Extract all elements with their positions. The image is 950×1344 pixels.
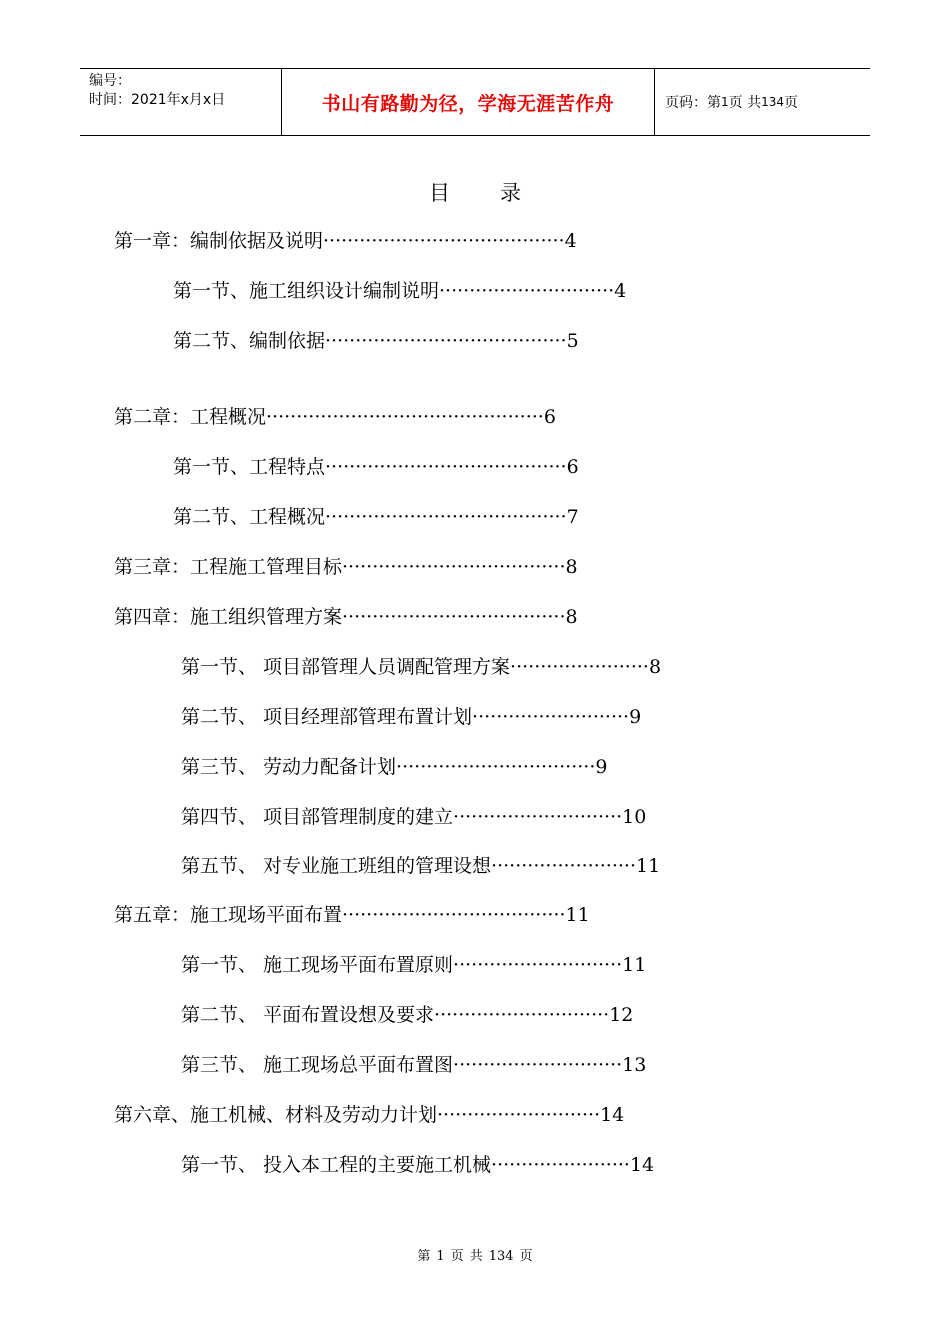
- footer-total-pages: 134: [488, 1249, 514, 1264]
- toc-entry-text: 第四章：施工组织管理方案: [114, 606, 343, 628]
- toc-leader-dots: ·····································: [342, 904, 566, 926]
- toc-leader-dots: ·······················: [491, 1154, 630, 1176]
- toc-leader-dots: ···························: [437, 1104, 601, 1126]
- toc-entry-page: 9: [595, 756, 608, 778]
- toc-entry-text: 第一节、施工组织设计编制说明: [173, 280, 440, 302]
- toc-entry[interactable]: [114, 902, 590, 928]
- toc-entry[interactable]: [181, 704, 641, 730]
- toc-entry-page: 4: [564, 230, 577, 252]
- toc-entry-text: 第二节、 项目经理部管理布置计划: [181, 706, 473, 728]
- toc-leader-dots: ·····························: [439, 280, 615, 302]
- header-motto: 书山有路勤为径，学海无涯苦作舟: [282, 69, 655, 135]
- toc-entry-text: 第一节、工程特点: [173, 456, 326, 478]
- toc-entry-page: 7: [566, 506, 579, 528]
- toc-entry[interactable]: [114, 604, 578, 630]
- toc-entry[interactable]: [181, 1002, 633, 1028]
- header-page-indicator: [655, 69, 870, 135]
- toc-entry[interactable]: [181, 654, 661, 680]
- toc-entry-text: 第一节、 施工现场平面布置原则: [181, 954, 454, 976]
- toc-entry-text: 第二节、 平面布置设想及要求: [181, 1004, 435, 1026]
- toc-entry-text: 第六章、施工机械、材料及劳动力计划: [114, 1104, 438, 1126]
- toc-entry-text: 第五节、 对专业施工班组的管理设想: [181, 855, 492, 877]
- toc-leader-dots: ········································: [325, 330, 567, 352]
- toc-entry[interactable]: [173, 454, 579, 480]
- toc-entry-text: 第一节、 项目部管理人员调配管理方案: [181, 656, 511, 678]
- toc-leader-dots: ·····································: [342, 606, 566, 628]
- footer-word: 第: [417, 1249, 431, 1264]
- header-page-suffix: 页: [784, 95, 798, 111]
- toc-entry-text: 第三章：工程施工管理目标: [114, 556, 343, 578]
- toc-title-right: 录: [500, 181, 521, 205]
- toc-leader-dots: ········································: [323, 230, 565, 252]
- footer-current-page: 1: [436, 1249, 445, 1264]
- toc-entry-text: 第五章：施工现场平面布置: [114, 904, 343, 926]
- toc-entry[interactable]: [181, 1152, 654, 1178]
- toc-entry[interactable]: [114, 554, 578, 580]
- toc-entry-page: 11: [622, 954, 647, 976]
- toc-entry-page: 8: [565, 606, 578, 628]
- toc-leader-dots: ····························: [453, 806, 623, 828]
- toc-entry-page: 9: [629, 706, 642, 728]
- toc-entry-text: 第二节、工程概况: [173, 506, 326, 528]
- toc-entry-page: 14: [600, 1104, 625, 1126]
- toc-entry[interactable]: [181, 754, 607, 780]
- toc-leader-dots: ························: [491, 855, 636, 877]
- document-header: [80, 68, 870, 136]
- toc-leader-dots: ········································: [325, 506, 567, 528]
- page-footer: [0, 1245, 950, 1264]
- toc-leader-dots: ·····································: [342, 556, 566, 578]
- header-page-total: 134: [761, 95, 784, 109]
- toc-entry-page: 8: [648, 656, 662, 678]
- toc-entry-page: 6: [543, 406, 556, 428]
- toc-leader-dots: ·································: [396, 756, 596, 778]
- header-page-current: 1: [721, 95, 729, 109]
- toc-entry[interactable]: [173, 278, 626, 304]
- toc-entry[interactable]: [173, 328, 579, 354]
- toc-leader-dots: ····························: [453, 1054, 623, 1076]
- toc-entry-text: 第二章：工程概况: [114, 406, 267, 428]
- toc-entry-page: 10: [622, 806, 647, 828]
- document-time-label: 时间：2021年x月x日: [89, 92, 226, 108]
- footer-word: 页: [519, 1249, 533, 1264]
- toc-entry[interactable]: [114, 1102, 624, 1128]
- toc-leader-dots: ········································: [325, 456, 567, 478]
- header-page-prefix: 页码：第: [665, 95, 721, 111]
- toc-entry-text: 第二节、编制依据: [173, 330, 326, 352]
- toc-entry-page: 14: [629, 1154, 655, 1176]
- footer-word: 页: [450, 1249, 464, 1264]
- toc-entry-text: 第一章：编制依据及说明: [114, 230, 324, 252]
- header-page-mid: 页 共: [728, 95, 762, 111]
- toc-leader-dots: ··············································: [266, 406, 544, 428]
- toc-entry-page: 6: [566, 456, 579, 478]
- header-info-cell: [80, 69, 282, 135]
- toc-entry[interactable]: [114, 228, 577, 254]
- footer-word: 共: [469, 1249, 483, 1264]
- toc-entry-page: 11: [565, 904, 590, 926]
- toc-entry-page: 13: [622, 1054, 647, 1076]
- toc-entry-text: 第三节、 劳动力配备计划: [181, 756, 397, 778]
- toc-leader-dots: ·······················: [510, 656, 649, 678]
- toc-entry-text: 第三节、 施工现场总平面布置图: [181, 1054, 454, 1076]
- toc-entry-page: 8: [565, 556, 578, 578]
- toc-entry-page: 4: [614, 280, 627, 302]
- toc-entry[interactable]: [173, 504, 579, 530]
- toc-entry-page: 12: [609, 1004, 634, 1026]
- toc-entry[interactable]: [181, 1052, 646, 1078]
- toc-leader-dots: ··························: [472, 706, 630, 728]
- toc-entry-page: 5: [566, 330, 579, 352]
- toc-entry-page: 11: [636, 855, 661, 877]
- toc-title-left: 目: [429, 181, 450, 205]
- toc-entry-text: 第一节、 投入本工程的主要施工机械: [181, 1154, 492, 1176]
- toc-leader-dots: ·····························: [434, 1004, 610, 1026]
- toc-leader-dots: ····························: [453, 954, 623, 976]
- document-number-label: 编号：: [89, 73, 131, 89]
- toc-entry[interactable]: [181, 804, 646, 830]
- toc-entry-text: 第四节、 项目部管理制度的建立: [181, 806, 454, 828]
- toc-entry[interactable]: [181, 952, 646, 978]
- toc-entry[interactable]: [181, 853, 660, 879]
- toc-title: [0, 177, 950, 207]
- toc-entry[interactable]: [114, 404, 556, 430]
